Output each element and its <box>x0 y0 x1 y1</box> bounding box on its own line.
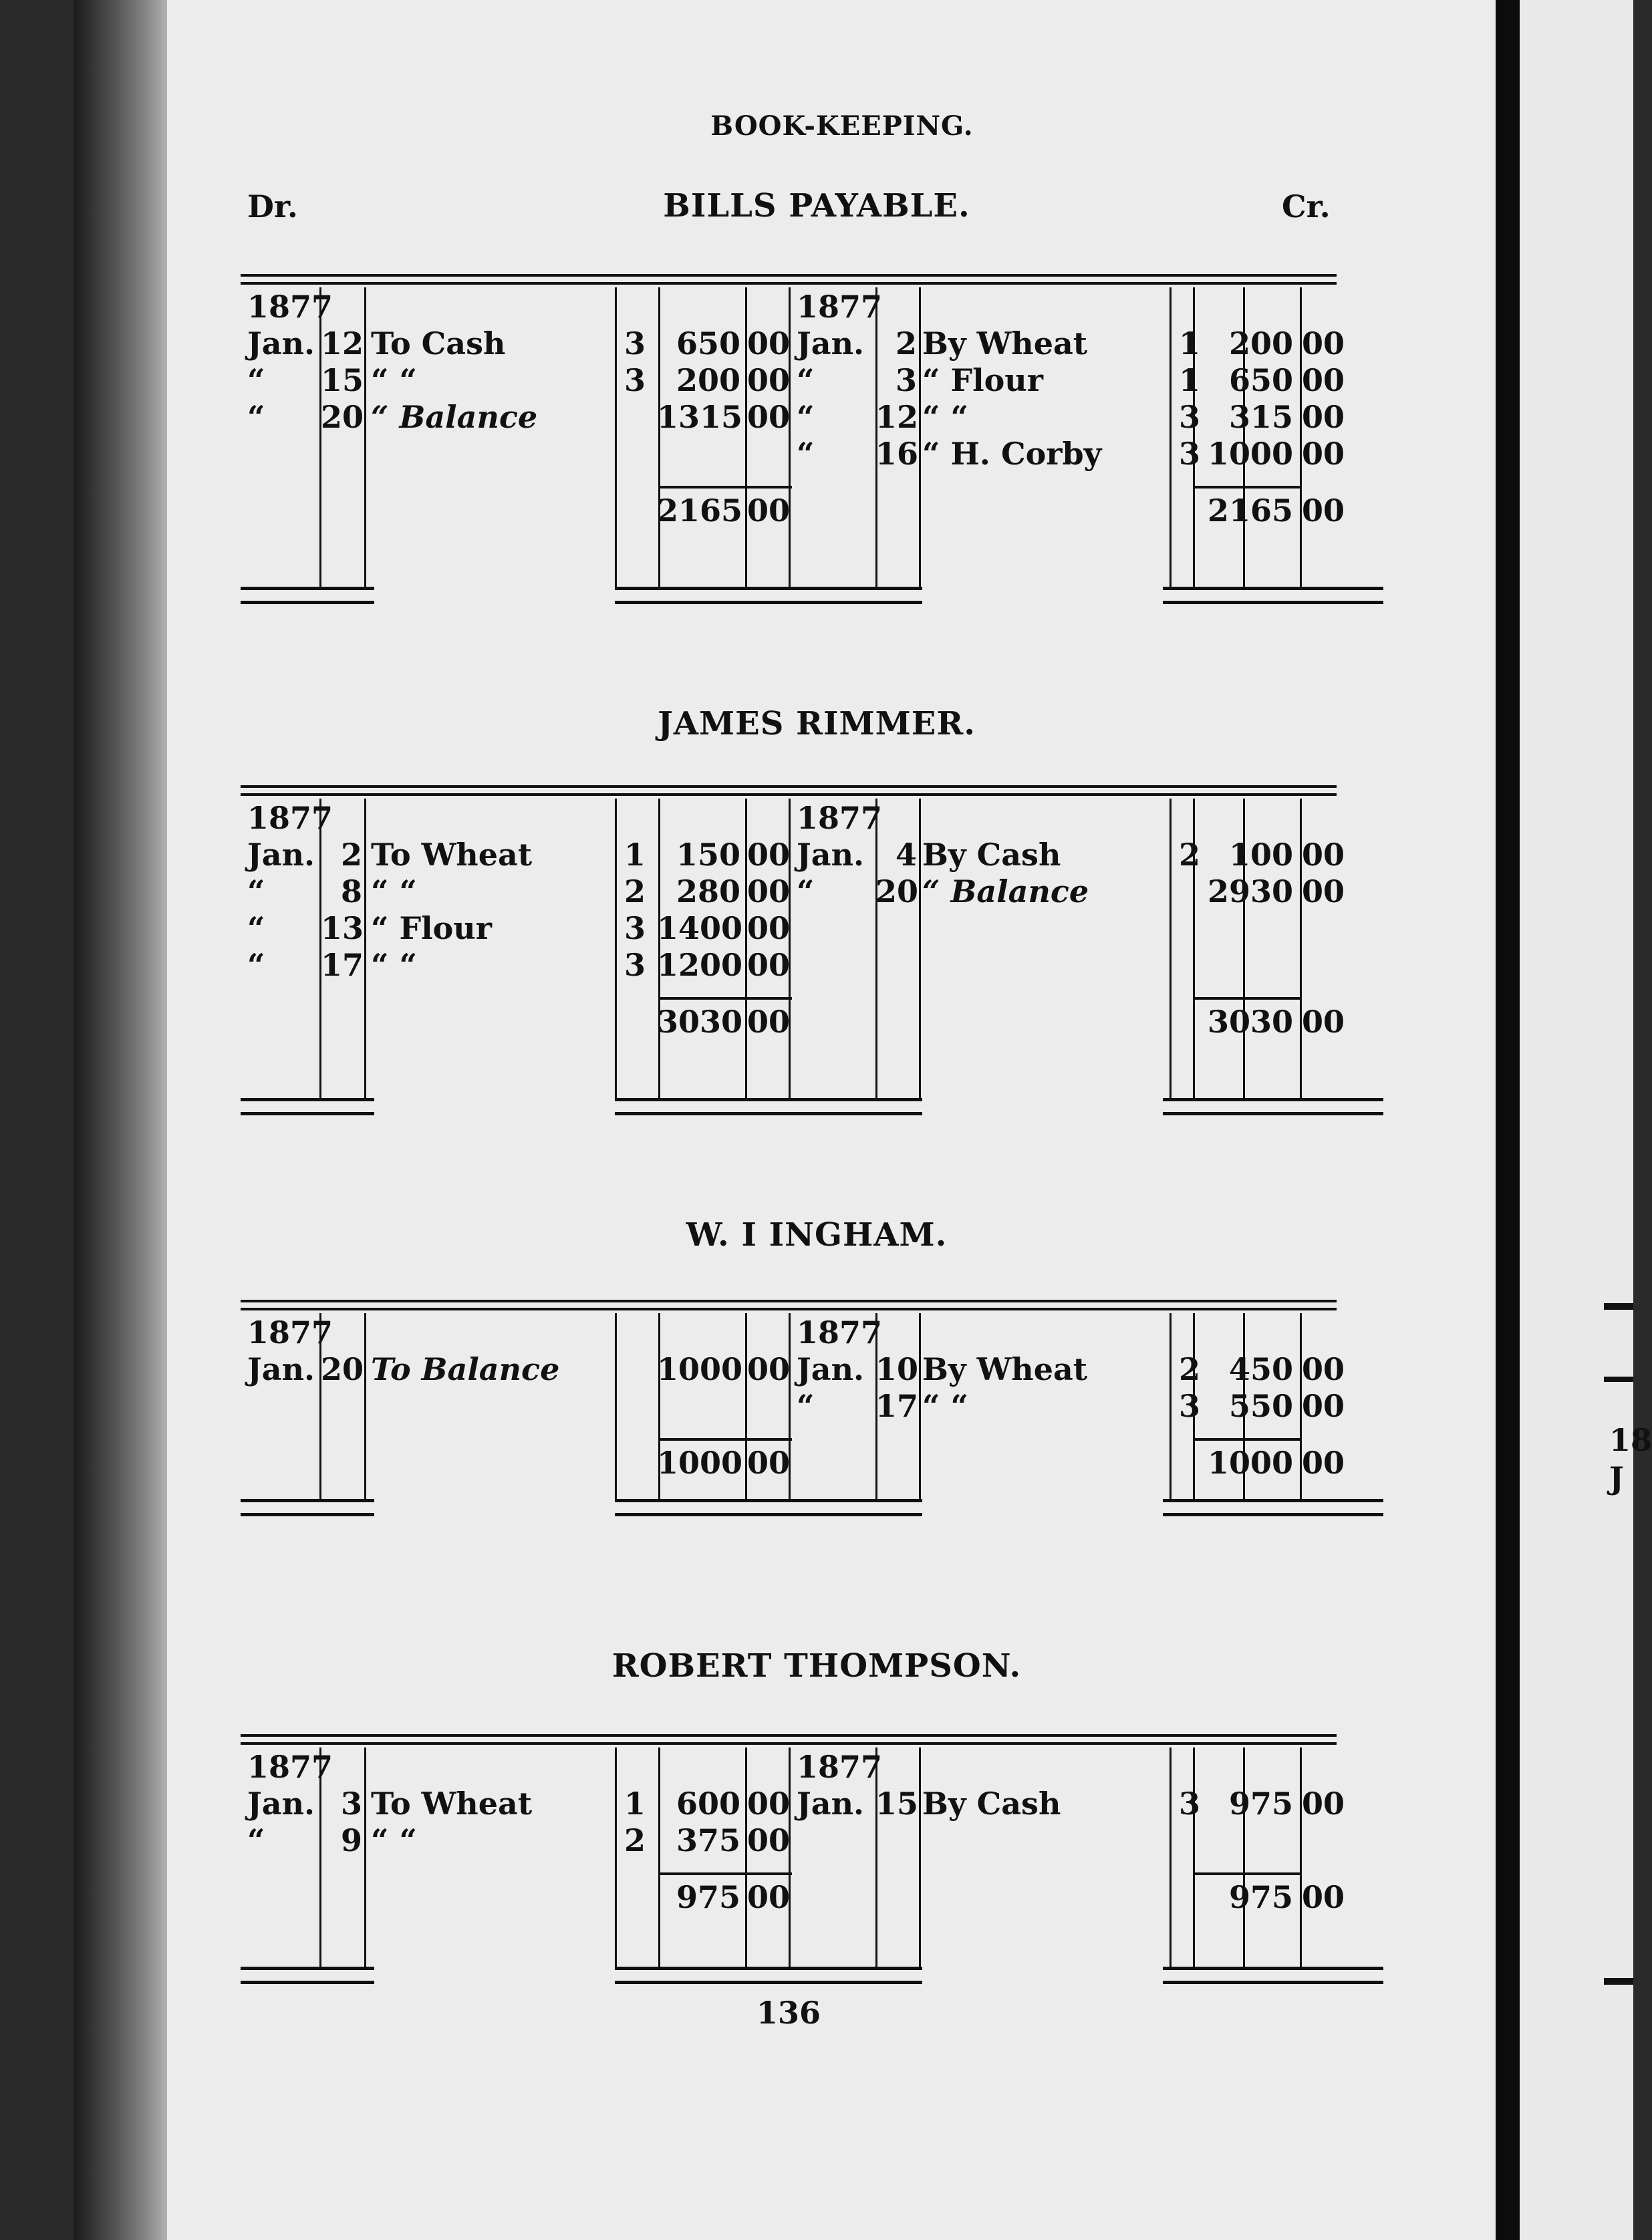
credit-year: 1877 <box>797 1749 883 1785</box>
entry-description: By Cash <box>922 1786 1061 1822</box>
adjacent-page-rule <box>1604 1978 1633 1985</box>
credit-year: 1877 <box>797 800 883 836</box>
entry-dollars: 600 <box>676 1786 740 1822</box>
entry-cents: 00 <box>1302 399 1345 435</box>
entry-day: 17 <box>321 947 364 983</box>
entry-cents: 00 <box>1302 436 1345 472</box>
foot-rule <box>1163 1499 1383 1516</box>
entry-folio: 3 <box>1178 399 1200 435</box>
entry-description: To Balance <box>371 1351 560 1387</box>
column-rule <box>364 1313 366 1499</box>
column-rule <box>1243 1747 1245 1967</box>
entry-dollars: 200 <box>676 362 740 398</box>
foot-rule <box>241 1499 374 1516</box>
entry-folio: 3 <box>624 362 646 398</box>
debit-year: 1877 <box>247 289 333 325</box>
ledger-table <box>241 785 1345 1115</box>
debit-total-cents: 00 <box>747 1445 791 1481</box>
foot-rule <box>615 587 922 604</box>
entry-day: 20 <box>875 873 919 909</box>
entry-day: 20 <box>321 1351 364 1387</box>
entry-description: By Cash <box>922 837 1061 873</box>
entry-dollars: 1400 <box>657 910 743 946</box>
entry-description: “ Balance <box>922 873 1089 909</box>
entry-folio: 2 <box>1178 837 1200 873</box>
ledger-table <box>241 274 1345 604</box>
entry-month: “ <box>247 873 265 909</box>
credit-total-cents: 00 <box>1302 493 1345 529</box>
debit-total-cents: 00 <box>747 1004 791 1040</box>
entry-description: “ “ <box>371 362 417 398</box>
entry-cents: 00 <box>747 947 791 983</box>
sum-rule <box>1193 997 1300 1000</box>
sum-rule <box>658 1438 792 1441</box>
entry-day: 8 <box>340 873 362 909</box>
entry-month: Jan. <box>247 1786 315 1822</box>
entry-day: 3 <box>340 1786 362 1822</box>
entry-month: Jan. <box>797 1351 865 1387</box>
entry-month: “ <box>247 362 265 398</box>
entry-description: “ “ <box>371 1822 417 1858</box>
debit-year: 1877 <box>247 1749 333 1785</box>
entry-cents: 00 <box>747 362 791 398</box>
entry-day: 13 <box>321 910 364 946</box>
column-rule <box>1300 1747 1302 1967</box>
entry-cents: 00 <box>747 325 791 362</box>
entry-day: 2 <box>895 325 917 362</box>
entry-month: “ <box>797 362 815 398</box>
entry-dollars: 280 <box>676 873 740 909</box>
entry-month: “ <box>247 947 265 983</box>
entry-description: By Wheat <box>922 1351 1088 1387</box>
debit-total-dollars: 1000 <box>657 1445 743 1481</box>
sum-rule <box>1193 1438 1300 1441</box>
entry-month: Jan. <box>247 837 315 873</box>
entry-folio: 2 <box>624 1822 646 1858</box>
entry-cents: 00 <box>747 399 791 435</box>
entry-month: “ <box>797 436 815 472</box>
credit-year: 1877 <box>797 289 883 325</box>
credit-total-dollars: 1000 <box>1207 1445 1293 1481</box>
credit-total-cents: 00 <box>1302 1004 1345 1040</box>
entry-description: “ H. Corby <box>922 436 1102 472</box>
foot-rule <box>1163 1967 1383 1984</box>
debit-total-dollars: 3030 <box>657 1004 743 1040</box>
entry-month: Jan. <box>247 325 315 362</box>
entry-description: By Wheat <box>922 325 1088 362</box>
debit-side-label: Dr. <box>247 188 298 225</box>
entry-month: Jan. <box>247 1351 315 1387</box>
entry-cents: 00 <box>1302 362 1345 398</box>
credit-total-dollars: 975 <box>1228 1879 1293 1915</box>
debit-year: 1877 <box>247 800 333 836</box>
entry-dollars: 1000 <box>1207 436 1293 472</box>
column-rule <box>1169 1747 1172 1967</box>
entry-cents: 00 <box>747 1786 791 1822</box>
entry-folio: 1 <box>624 1786 646 1822</box>
page-stack-edge <box>74 0 180 2240</box>
entry-dollars: 315 <box>1228 399 1293 435</box>
credit-total-cents: 00 <box>1302 1879 1345 1915</box>
sum-rule <box>1193 486 1300 488</box>
entry-month: “ <box>797 1388 815 1424</box>
entry-dollars: 1200 <box>657 947 743 983</box>
column-rule <box>364 1747 366 1967</box>
entry-folio: 3 <box>624 910 646 946</box>
entry-day: 12 <box>875 399 919 435</box>
entry-folio: 3 <box>624 325 646 362</box>
entry-dollars: 375 <box>676 1822 740 1858</box>
foot-rule <box>1163 1098 1383 1115</box>
entry-month: “ <box>247 1822 265 1858</box>
foot-rule <box>615 1098 922 1115</box>
entry-cents: 00 <box>1302 1786 1345 1822</box>
page-number: 136 <box>756 1995 821 2031</box>
running-head: BOOK-KEEPING. <box>710 110 974 142</box>
entry-day: 20 <box>321 399 364 435</box>
entry-folio: 2 <box>624 873 646 909</box>
entry-folio: 1 <box>1178 325 1200 362</box>
sum-rule <box>658 1872 792 1875</box>
column-rule <box>615 1313 617 1499</box>
entry-dollars: 200 <box>1228 325 1293 362</box>
entry-day: 4 <box>895 837 917 873</box>
account-title: W. I INGHAM. <box>686 1216 948 1254</box>
entry-month: Jan. <box>797 325 865 362</box>
entry-cents: 00 <box>747 837 791 873</box>
credit-side-label: Cr. <box>1282 188 1331 225</box>
entry-dollars: 2930 <box>1207 873 1293 909</box>
column-rule <box>919 1747 921 1967</box>
entry-cents: 00 <box>1302 1351 1345 1387</box>
entry-description: “ “ <box>371 873 417 909</box>
entry-cents: 00 <box>747 910 791 946</box>
entry-folio: 1 <box>1178 362 1200 398</box>
entry-day: 2 <box>340 837 362 873</box>
debit-total-cents: 00 <box>747 1879 791 1915</box>
foot-rule <box>241 587 374 604</box>
account-title: ROBERT THOMPSON. <box>611 1647 1022 1685</box>
entry-description: “ “ <box>922 1388 968 1424</box>
sum-rule <box>658 997 792 1000</box>
entry-dollars: 550 <box>1228 1388 1293 1424</box>
adjacent-page-fragment: J <box>1609 1460 1624 1496</box>
entry-dollars: 450 <box>1228 1351 1293 1387</box>
adjacent-page-rule <box>1604 1377 1633 1382</box>
entry-month: Jan. <box>797 837 865 873</box>
entry-description: “ “ <box>922 399 968 435</box>
entry-dollars: 100 <box>1228 837 1293 873</box>
entry-description: “ “ <box>371 947 417 983</box>
entry-description: To Cash <box>371 325 506 362</box>
entry-description: To Wheat <box>371 1786 533 1822</box>
foot-rule <box>241 1967 374 1984</box>
entry-folio: 3 <box>1178 1388 1200 1424</box>
adjacent-page-fragment: 18 <box>1609 1422 1652 1458</box>
ledger-table <box>241 1734 1345 1984</box>
entry-day: 15 <box>875 1786 919 1822</box>
entry-dollars: 650 <box>1228 362 1293 398</box>
book-spine <box>1496 0 1520 2240</box>
column-rule <box>919 1313 921 1499</box>
account-title: JAMES RIMMER. <box>658 705 976 742</box>
entry-folio: 3 <box>624 947 646 983</box>
entry-day: 12 <box>321 325 364 362</box>
entry-folio: 3 <box>1178 436 1200 472</box>
entry-day: 16 <box>875 436 919 472</box>
column-rule <box>919 287 921 587</box>
entry-dollars: 650 <box>676 325 740 362</box>
credit-total-dollars: 3030 <box>1207 1004 1293 1040</box>
entry-month: Jan. <box>797 1786 865 1822</box>
entry-folio: 3 <box>1178 1786 1200 1822</box>
entry-dollars: 150 <box>676 837 740 873</box>
sum-rule <box>658 486 792 488</box>
debit-year: 1877 <box>247 1314 333 1351</box>
entry-dollars: 1315 <box>657 399 743 435</box>
entry-day: 10 <box>875 1351 919 1387</box>
entry-description: “ Flour <box>371 910 492 946</box>
foot-rule <box>615 1967 922 1984</box>
entry-day: 15 <box>321 362 364 398</box>
foot-rule <box>615 1499 922 1516</box>
entry-month: “ <box>247 399 265 435</box>
column-rule <box>364 287 366 587</box>
debit-total-dollars: 975 <box>676 1879 740 1915</box>
entry-dollars: 1000 <box>657 1351 743 1387</box>
entry-cents: 00 <box>1302 325 1345 362</box>
column-rule <box>364 799 366 1098</box>
entry-folio: 1 <box>624 837 646 873</box>
entry-day: 3 <box>895 362 917 398</box>
entry-description: “ Balance <box>371 399 538 435</box>
entry-month: “ <box>797 873 815 909</box>
entry-description: To Wheat <box>371 837 533 873</box>
foot-rule <box>1163 587 1383 604</box>
credit-year: 1877 <box>797 1314 883 1351</box>
foot-rule <box>241 1098 374 1115</box>
account-title: BILLS PAYABLE. <box>663 187 970 225</box>
entry-folio: 2 <box>1178 1351 1200 1387</box>
debit-total-cents: 00 <box>747 493 791 529</box>
column-rule <box>1193 1747 1195 1967</box>
entry-month: “ <box>247 910 265 946</box>
sum-rule <box>1193 1872 1300 1875</box>
entry-cents: 00 <box>747 1822 791 1858</box>
ledger-table <box>241 1300 1345 1516</box>
entry-day: 9 <box>340 1822 362 1858</box>
entry-month: “ <box>797 399 815 435</box>
debit-total-dollars: 2165 <box>657 493 743 529</box>
entry-cents: 00 <box>1302 837 1345 873</box>
entry-cents: 00 <box>747 873 791 909</box>
adjacent-page <box>1520 0 1652 2240</box>
entry-day: 17 <box>875 1388 919 1424</box>
entry-cents: 00 <box>1302 1388 1345 1424</box>
credit-total-dollars: 2165 <box>1207 493 1293 529</box>
adjacent-page-rule <box>1604 1303 1633 1310</box>
entry-description: “ Flour <box>922 362 1043 398</box>
entry-cents: 00 <box>1302 873 1345 909</box>
column-rule <box>919 799 921 1098</box>
entry-dollars: 975 <box>1228 1786 1293 1822</box>
entry-cents: 00 <box>747 1351 791 1387</box>
credit-total-cents: 00 <box>1302 1445 1345 1481</box>
